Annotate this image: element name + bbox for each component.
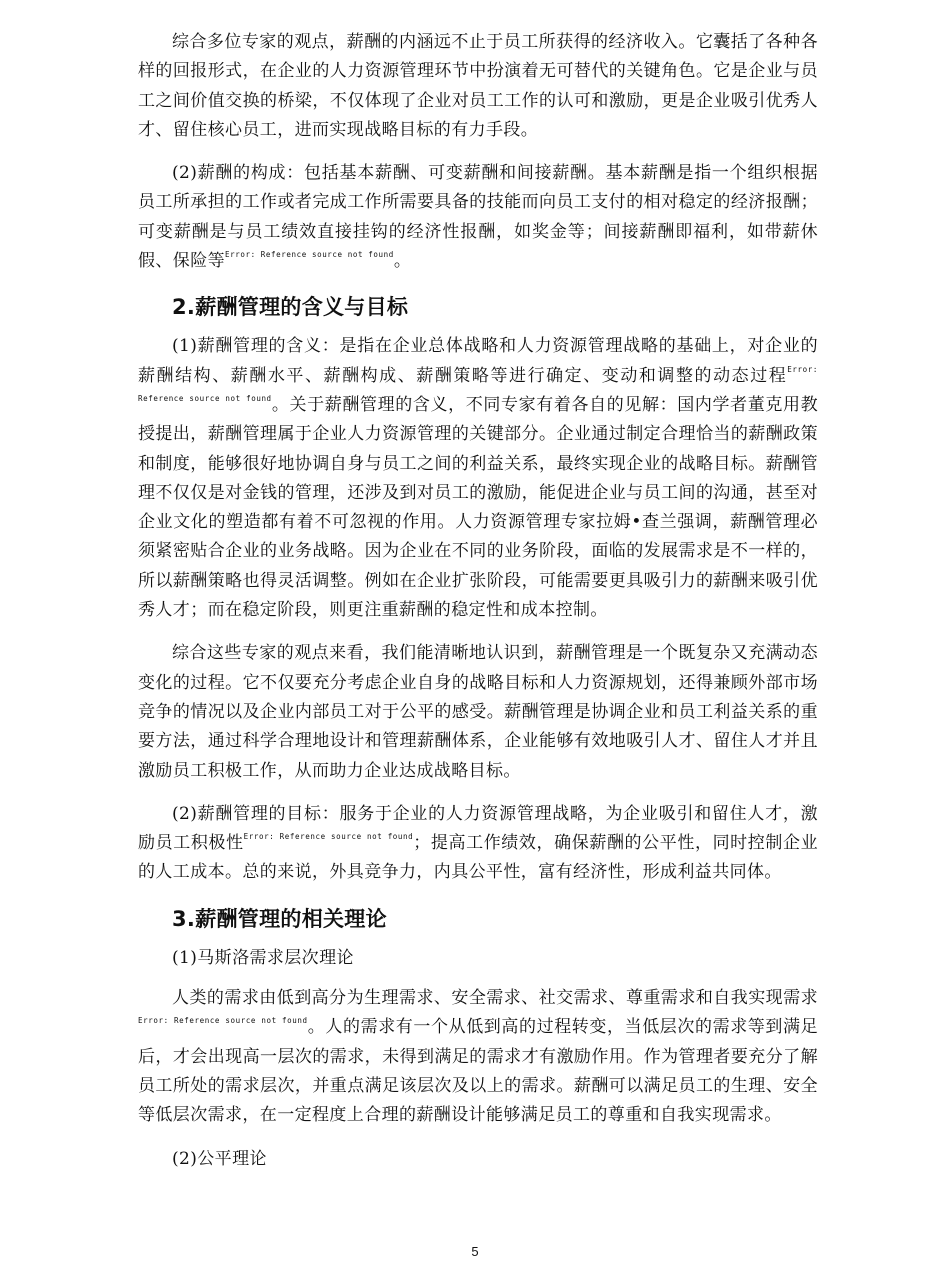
paragraph-text: (2)公平理论 bbox=[172, 1148, 267, 1169]
paragraph-salary-management-goal bbox=[138, 800, 818, 888]
paragraph-text: (1)薪酬管理的含义：是指在企业总体战略和人力资源管理战略的基础上，对企业的薪酬结构、薪酬水平、薪酬构成、薪酬策略等进行确定、变动和调整的动态过程 bbox=[138, 336, 818, 386]
page-number: 5 bbox=[471, 1244, 479, 1259]
section-heading-3: 3.薪酬管理的相关理论 bbox=[172, 906, 387, 931]
reference-error-note: Error: Reference source not found bbox=[243, 832, 414, 842]
paragraph-experts-summary bbox=[138, 639, 818, 785]
paragraph-text: 综合多位专家的观点，薪酬的内涵远不止于员工所获得的经济收入。它囊括了各种各样的回报形式，在企业的人力资源管理环节中扮演着无可替代的关键角色。它是企业与员工之间价值交换的桥梁，不仅体现了企业对员工工作的认可和激励，更是企业吸引优秀人才、留住核心员工，进而实现战略目标的有力手段。 bbox=[138, 32, 818, 140]
reference-error-note: Error: Reference source not found bbox=[138, 364, 818, 403]
section-heading-2: 2.薪酬管理的含义与目标 bbox=[172, 295, 409, 320]
paragraph-text: (2)薪酬管理的目标：服务于企业的人力资源管理战略，为企业吸引和留住人才，激励员工积极性 bbox=[138, 803, 818, 854]
subheading-equity-theory bbox=[138, 1145, 818, 1174]
paragraph-salary-composition bbox=[138, 159, 818, 276]
paragraph-maslow-theory bbox=[138, 984, 818, 1130]
document-page bbox=[138, 28, 818, 1185]
paragraph-text: 。 bbox=[393, 251, 412, 272]
paragraph-text: (1)马斯洛需求层次理论 bbox=[172, 947, 354, 968]
reference-error-note: Error: Reference source not found bbox=[138, 1016, 308, 1026]
paragraph-text: 。人的需求有一个从低到高的过程转变，当低层次的需求等到满足后，才会出现高一层次的需求，未得到满足的需求才有激励作用。作为管理者要充分了解员工所处的需求层次，并重点满足该层次及以上的需求。薪酬可以满足员工的生理、安全等低层次需求，在一定程度上合理的薪酬设计能够满足员工的尊重和自我实现需求。 bbox=[138, 1017, 818, 1126]
paragraph-text: 人类的需求由低到高分为生理需求、安全需求、社交需求、尊重需求和自我实现需求 bbox=[172, 988, 818, 1009]
paragraph-text: 。关于薪酬管理的含义，不同专家有着各自的见解：国内学者董克用教授提出，薪酬管理属于企业人力资源管理的关键部分。企业通过制定合理恰当的薪酬政策和制度，能够很好地协调自身与员工之间的利益关系，最终实现企业的战略目标。薪酬管理不仅仅是对金钱的管理，还涉及到对员工的激励，能促进企业与员工间的沟通，甚至对企业文化的塑造都有着不可忽视的作用。人力资源管理专家拉姆•查兰强调，薪酬管理必须紧密贴合企业的业务战略。因为企业在不同的业务阶段，面临的发展需求是不一样的，所以薪酬策略也得灵活调整。例如在企业扩张阶段，可能需要更具吸引力的薪酬来吸引优秀人才；而在稳定阶段，则更注重薪酬的稳定性和成本控制。 bbox=[138, 394, 818, 621]
paragraph-text: 综合这些专家的观点来看，我们能清晰地认识到，薪酬管理是一个既复杂又充满动态变化的过程。它不仅要充分考虑企业自身的战略目标和人力资源规划，还得兼顾外部市场竞争的情况以及企业内部员工对于公平的感受。薪酬管理是协调企业和员工利益关系的重要方法，通过科学合理地设计和管理薪酬体系，企业能够有效地吸引人才、留住人才并且激励员工积极工作，从而助力企业达成战略目标。 bbox=[138, 643, 818, 781]
paragraph-salary-management-meaning bbox=[138, 332, 818, 625]
subheading-maslow bbox=[138, 944, 818, 973]
paragraph-text: ；提高工作绩效，确保薪酬的公平性，同时控制企业的人工成本。总的来说，外具竞争力，内具公平性，富有经济性，形成利益共同体。 bbox=[138, 833, 819, 883]
paragraph-text: (2)薪酬的构成：包括基本薪酬、可变薪酬和间接薪酬。基本薪酬是指一个组织根据员工所承担的工作或者完成工作所需要具备的技能而向员工支付的相对稳定的经济报酬；可变薪酬是与员工绩效直接挂钩的经济性报酬，如奖金等；间接薪酬即福利，如带薪休假、保险等 bbox=[138, 163, 818, 272]
reference-error-note: Error: Reference source not found bbox=[225, 250, 394, 260]
paragraph-salary-connotation-summary bbox=[138, 28, 818, 145]
